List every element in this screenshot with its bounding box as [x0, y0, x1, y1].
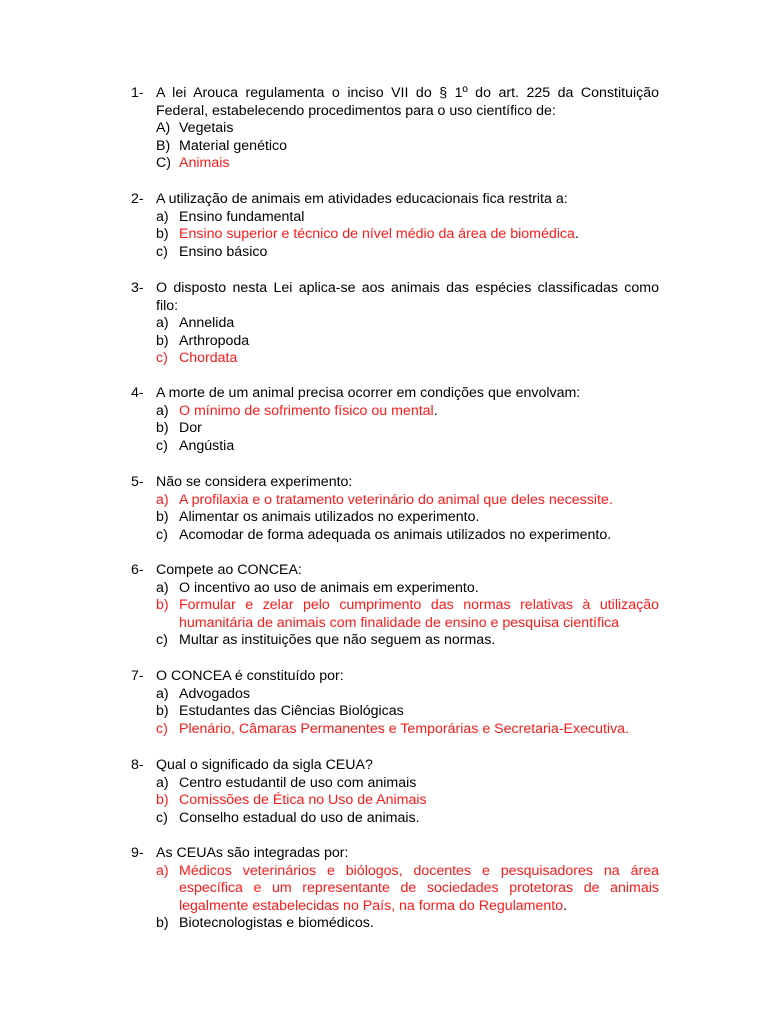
option-letter: A) [156, 120, 171, 137]
option-a [156, 686, 659, 704]
question-number: 3- [131, 280, 144, 296]
question-8 [131, 757, 659, 827]
option-text-main: Estudantes das Ciências Biológicas [179, 703, 404, 720]
option-letter: a) [156, 774, 169, 791]
option-text [179, 420, 659, 438]
correct-answer-text: Chordata [179, 350, 238, 367]
option-text [179, 915, 659, 933]
question-text: Qual o significado da sigla CEUA? [156, 757, 373, 773]
option-letter: b) [156, 915, 169, 932]
option-letter: b) [156, 703, 169, 720]
option-a [156, 775, 659, 793]
question-text: A utilização de animais em atividades educacionais fica restrita a: [156, 191, 568, 207]
option-letter: c) [156, 437, 168, 454]
correct-answer-text: O mínimo de sofrimento físico ou mental [179, 402, 434, 419]
option-a-correct [156, 863, 659, 916]
option-letter: b) [156, 332, 169, 349]
question-text: O CONCEA é constituído por: [156, 668, 344, 684]
option-letter: a) [156, 315, 169, 332]
option-b [156, 138, 659, 156]
question-3 [131, 280, 659, 368]
question-9 [131, 845, 659, 933]
question-7 [131, 668, 659, 738]
question-6 [131, 562, 659, 650]
option-c [156, 810, 659, 828]
option-letter: b) [156, 597, 169, 614]
question-stem [131, 562, 659, 580]
option-a-correct [156, 492, 659, 510]
question-text: As CEUAs são integradas por: [156, 845, 349, 861]
option-b [156, 703, 659, 721]
option-letter: b) [156, 792, 169, 809]
correct-answer-text: Plenário, Câmaras Permanentes e Temporárias e Secretaria-Executiva. [179, 720, 630, 737]
option-text-main: Conselho estadual do uso de animais. [179, 809, 420, 826]
option-text [179, 686, 659, 704]
option-text [179, 775, 659, 793]
option-text-main: Ensino básico [179, 243, 268, 260]
correct-answer-text: Formular e zelar pelo cumprimento das normas relativas à utilização humanitária de animais com finalidade de ensino e pesquisa científica [179, 597, 659, 631]
option-text [179, 333, 659, 351]
option-text [179, 492, 659, 510]
option-a [156, 315, 659, 333]
option-letter: a) [156, 208, 169, 225]
option-text [179, 580, 659, 598]
option-text [179, 721, 659, 739]
correct-answer-text: Médicos veterinários e biólogos, docentes e pesquisadores na área específica e um representante de sociedades protetoras de animais legalmente estabelecidas no País, na forma do Regulamento [179, 862, 659, 914]
option-text-tail: . [563, 897, 568, 914]
option-letter: c) [156, 720, 168, 737]
option-text [179, 792, 659, 810]
option-text [179, 350, 659, 368]
question-stem [131, 845, 659, 863]
option-text [179, 509, 659, 527]
question-text: Não se considera experimento: [156, 474, 353, 490]
question-text: A lei Arouca regulamenta o inciso VII do § 1º do art. 225 da Constituição Federal, estabelecendo procedimentos para o uso científico de: [156, 85, 659, 119]
question-1 [131, 85, 659, 173]
question-5 [131, 474, 659, 544]
question-number: 4- [131, 385, 144, 401]
question-stem [131, 85, 659, 120]
option-a [156, 209, 659, 227]
option-text [179, 155, 659, 173]
option-b [156, 509, 659, 527]
option-text [179, 632, 659, 650]
option-text [179, 863, 659, 916]
option-letter: b) [156, 226, 169, 243]
option-text [179, 120, 659, 138]
question-stem [131, 385, 659, 403]
option-letter: C) [156, 155, 171, 172]
question-number: 2- [131, 191, 144, 207]
correct-answer-text: Animais [179, 155, 230, 172]
correct-answer-text: Comissões de Ética no Uso de Animais [179, 792, 427, 809]
question-stem [131, 280, 659, 315]
option-letter: a) [156, 402, 169, 419]
option-text-main: Material genético [179, 137, 288, 154]
option-b [156, 915, 659, 933]
option-letter: B) [156, 137, 171, 154]
question-number: 5- [131, 474, 144, 490]
question-text: O disposto nesta Lei aplica-se aos animais das espécies classificadas como filo: [156, 280, 659, 314]
option-text-tail: . [574, 226, 579, 243]
option-letter: b) [156, 509, 169, 526]
option-text [179, 810, 659, 828]
option-c-correct [156, 721, 659, 739]
question-text: Compete ao CONCEA: [156, 562, 302, 578]
option-text [179, 244, 659, 262]
option-text [179, 226, 659, 244]
option-text-main: Alimentar os animais utilizados no experimento. [179, 509, 480, 526]
option-text-main: Vegetais [179, 120, 234, 137]
option-b-correct [156, 226, 659, 244]
option-text-main: O incentivo ao uso de animais em experimento. [179, 579, 479, 596]
question-number: 7- [131, 668, 144, 684]
option-text [179, 209, 659, 227]
option-letter: c) [156, 350, 168, 367]
question-stem [131, 191, 659, 209]
question-text: A morte de um animal precisa ocorrer em condições que envolvam: [156, 385, 581, 401]
option-b [156, 333, 659, 351]
question-number: 9- [131, 845, 144, 861]
option-c-correct [156, 155, 659, 173]
option-text-main: Annelida [179, 315, 235, 332]
option-c [156, 244, 659, 262]
correct-answer-text: A profilaxia e o tratamento veterinário do animal que deles necessite. [179, 491, 613, 508]
option-a [156, 120, 659, 138]
question-2 [131, 191, 659, 261]
option-text-main: Multar as instituições que não seguem as normas. [179, 632, 496, 649]
option-text-main: Centro estudantil de uso com animais [179, 774, 417, 791]
question-stem [131, 474, 659, 492]
option-letter: a) [156, 579, 169, 596]
option-text-main: Angústia [179, 437, 235, 454]
question-4 [131, 385, 659, 455]
option-text-main: Dor [179, 420, 202, 437]
option-text [179, 438, 659, 456]
option-letter: b) [156, 420, 169, 437]
question-number: 6- [131, 562, 144, 578]
option-c [156, 438, 659, 456]
question-number: 1- [131, 85, 144, 101]
question-stem [131, 757, 659, 775]
option-text [179, 403, 659, 421]
option-text [179, 527, 659, 545]
option-a [156, 580, 659, 598]
option-text [179, 703, 659, 721]
option-letter: c) [156, 809, 168, 826]
option-letter: a) [156, 862, 169, 879]
option-text-main: Biotecnologistas e biomédicos. [179, 915, 374, 932]
option-text-tail: . [433, 402, 438, 419]
option-c [156, 632, 659, 650]
option-letter: c) [156, 243, 168, 260]
option-a-correct [156, 403, 659, 421]
option-text-main: Ensino fundamental [179, 208, 305, 225]
option-letter: a) [156, 491, 169, 508]
option-text-main: Arthropoda [179, 332, 250, 349]
option-letter: a) [156, 685, 169, 702]
option-c [156, 527, 659, 545]
option-b-correct [156, 597, 659, 632]
option-b-correct [156, 792, 659, 810]
option-c-correct [156, 350, 659, 368]
option-letter: c) [156, 526, 168, 543]
option-text [179, 315, 659, 333]
question-number: 8- [131, 757, 144, 773]
option-letter: c) [156, 632, 168, 649]
option-text [179, 138, 659, 156]
correct-answer-text: Ensino superior e técnico de nível médio da área de biomédica [179, 226, 575, 243]
option-text [179, 597, 659, 632]
option-b [156, 420, 659, 438]
question-stem [131, 668, 659, 686]
option-text-main: Advogados [179, 685, 250, 702]
option-text-main: Acomodar de forma adequada os animais utilizados no experimento. [179, 526, 612, 543]
